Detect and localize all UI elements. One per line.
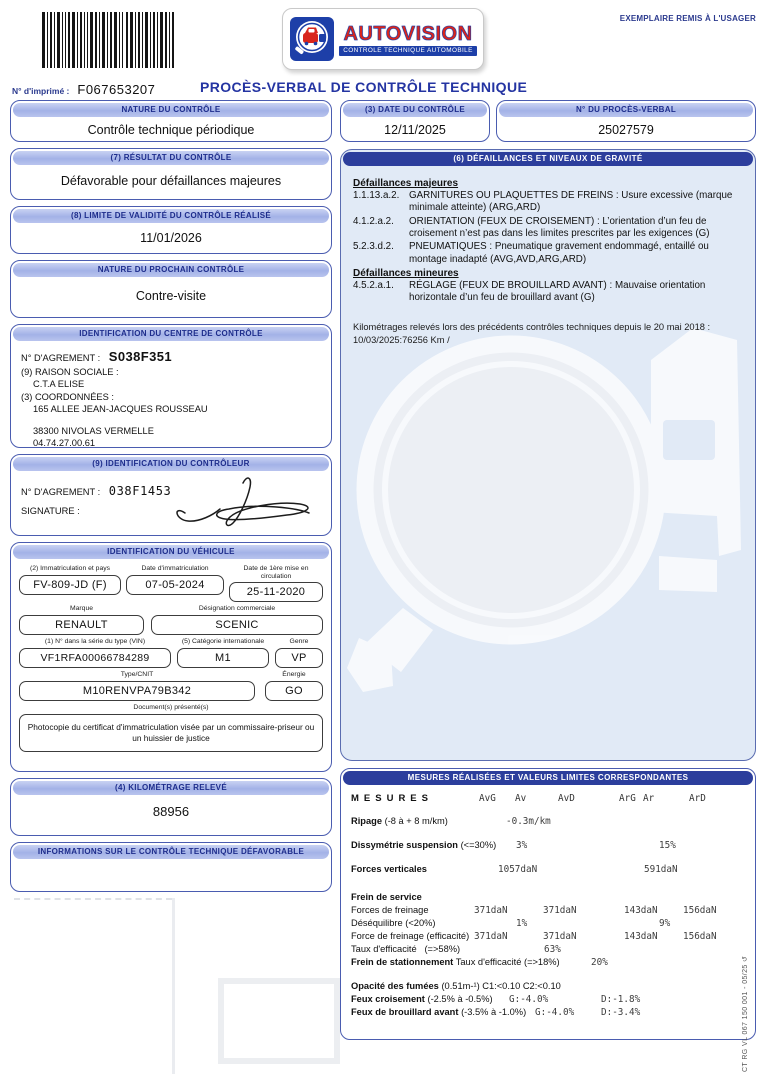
centre-agrement-label: N° D'AGREMENT : [21,353,101,363]
defect-item [353,280,743,305]
field-label: Date de 1ère mise en circulation [243,565,309,580]
measure-row-frein-stationnement: Frein de stationnement Taux d'efficacité (=>18%) 20% [351,957,608,968]
measures-table [341,787,755,1026]
section-prochain-controle [10,260,332,318]
defect-code: 5.2.3.d.2. [353,241,394,253]
defect-text: PNEUMATIQUES : Pneumatique gravement endommagé, entaillé ou montage inadapté (AVG,AVD,ARG,ARD) [409,241,709,265]
section-vehicule [10,542,332,772]
section-controleur [10,454,332,536]
defect-code: 4.5.2.a.1. [353,280,394,292]
section-header: (3) DATE DU CONTRÔLE [343,103,487,117]
defaillances-majeures-title: Défaillances majeures [353,178,459,189]
magnifier-car-watermark-icon [341,300,756,750]
raison-sociale-label: (9) RAISON SOCIALE : [21,366,119,377]
vin-value: VF1RFA00066784289 [19,648,171,668]
centre-address-line1: 165 ALLEE JEAN-JACQUES ROUSSEAU [33,404,208,415]
autovision-logo [282,8,484,70]
section-header: (8) LIMITE DE VALIDITÉ DU CONTRÔLE RÉALISÉ [13,209,329,223]
section-header: (9) IDENTIFICATION DU CONTRÔLEUR [13,457,329,471]
print-number-label: N° d'imprimé : [12,86,70,96]
field-label: (1) N° dans la série du type (VIN) [44,637,146,645]
signature-label: SIGNATURE : [21,505,80,516]
measure-row-dissymetrie: Dissymétrie suspension (<=30%) 3% 15% [351,840,676,851]
genre-value: VP [275,648,323,668]
section-resultat-controle [10,148,332,200]
measure-row-forces-verticales: Forces verticales 1057daN 591daN [351,864,678,875]
measures-column-header-row: MESURES AvG Av AvD ArG Ar ArD [351,793,706,804]
limite-validite-value: 11/01/2026 [140,231,202,245]
measure-row-opacite: Opacité des fumées (0.51m-¹) C1:<0.10 C2:<0.10 [351,981,561,991]
scan-artifact [172,898,175,1074]
section-header: NATURE DU CONTRÔLE [13,103,329,117]
controleur-agrement-value: 038F1453 [108,484,172,498]
field-label: Date d'immatriculation [141,565,209,572]
kilometrage-value: 88956 [152,803,190,819]
categorie-internationale-value: M1 [177,648,269,668]
nature-controle-value: Contrôle technique périodique [87,123,255,137]
section-header: (7) RÉSULTAT DU CONTRÔLE [13,151,329,165]
print-number-value: F067653207 [77,82,156,97]
field-label: Énergie [282,670,306,678]
section-centre-controle [10,324,332,448]
defect-item [353,216,743,241]
field-label: Marque [69,604,94,612]
section-infos-defavorable [10,842,332,892]
section-numero-pv [496,100,756,142]
section-header: IDENTIFICATION DU VÉHICULE [13,545,329,559]
measure-row-ripage: Ripage (-8 à + 8 m/km) -0.3m/km [351,816,551,827]
prochain-controle-value: Contre-visite [135,289,207,303]
marque-value: RENAULT [19,615,144,635]
documents-presentes-value: Photocopie du certificat d'immatriculation visée par un commissaire-priseur ou un huissier de justice [19,714,323,752]
defect-item [353,241,743,266]
date-immatriculation-value: 07-05-2024 [126,575,224,595]
measure-row-taux-efficacite: Taux d'efficacité (=>58%) 63% [351,944,561,955]
defect-text: GARNITURES OU PLAQUETTES DE FREINS : Usure excessive (marque minimale atteinte) (ARG,ARD) [409,190,733,214]
autovision-logo-icon [289,15,335,63]
right-column [340,100,756,1046]
energie-value: GO [265,681,323,701]
centre-address-line2: 38300 NIVOLAS VERMELLE [33,425,154,436]
defect-text: ORIENTATION (FEUX DE CROISEMENT) : L’orientation d’un feu de croisement n’est pas dans les limites prescrites par les exigences (G) [409,215,710,240]
form-reference-code: CT RG VL 067 150 001 - 05/25 ↺ [742,955,749,1072]
section-header: (4) KILOMÉTRAGE RELEVÉ [13,781,329,795]
numero-pv-value: 25027579 [598,123,654,137]
date-controle-value: 12/11/2025 [384,123,446,137]
section-header: (6) DÉFAILLANCES ET NIVEAUX DE GRAVITÉ [343,152,753,166]
section-defaillances [340,149,756,761]
scan-artifact [14,898,172,900]
field-label: (2) Immatriculation et pays [29,565,111,572]
print-number [12,82,155,97]
copy-recipient-label: EXEMPLAIRE REMIS À L'USAGER [619,14,756,23]
document-title: PROCÈS-VERBAL DE CONTRÔLE TECHNIQUE [200,79,528,95]
measure-group-frein-service: Frein de service [351,892,422,902]
measure-row-force-freinage-efficacite: Force de freinage (efficacité) 371daN 371daN 143daN 156daN [351,931,717,942]
logo-tagline: CONTROLE TECHNIQUE AUTOMOBILE [339,46,477,56]
section-limite-validite [10,206,332,254]
section-mesures [340,768,756,1040]
date-premiere-circulation-value: 25-11-2020 [229,582,323,602]
type-cnit-value: M10RENVPA79B342 [19,681,255,701]
defect-code: 1.1.13.a.2. [353,190,400,201]
defect-text: RÉGLAGE (FEUX DE BROUILLARD AVANT) : Mauvaise orientation horizontale d’un feu de brouillard avant (G) [409,280,706,304]
field-label: Genre [289,637,309,645]
left-column [10,100,332,898]
section-header: N° DU PROCÈS-VERBAL [499,103,753,117]
measure-row-feux-croisement: Feux croisement (-2.5% à -0.5%) G:-4.0% D:-1.8% [351,994,641,1005]
coordonnees-label: (3) COORDONNÉES : [21,391,114,402]
centre-agrement [21,348,321,366]
field-label: Désignation commerciale [198,604,276,612]
measures-title: MESURES [351,793,433,804]
logo-wordmark: AUTOVISION [343,22,473,45]
centre-agrement-value: S038F351 [108,349,172,364]
section-header: MESURES RÉALISÉES ET VALEURS LIMITES CORRESPONDANTES [343,771,753,785]
resultat-value: Défavorable pour défaillances majeures [60,174,282,188]
section-header: INFORMATIONS SUR LE CONTRÔLE TECHNIQUE DÉFAVORABLE [13,845,329,859]
centre-phone: 04.74.27.00.61 [33,438,96,448]
defect-code: 4.1.2.a.2. [353,215,394,227]
section-nature-controle [10,100,332,142]
barcode-icon [42,12,176,68]
section-date-controle [340,100,490,142]
section-header: NATURE DU PROCHAIN CONTRÔLE [13,263,329,277]
field-label: Type/CNIT [120,670,154,678]
measure-row-feux-brouillard: Feux de brouillard avant (-3.5% à -1.0%) G:-4.0% D:-3.4% [351,1007,641,1018]
defect-item [353,190,743,215]
section-kilometrage [10,778,332,836]
scan-artifact [218,978,340,1064]
field-label: (5) Catégorie internationale [181,637,265,645]
barcode [42,12,176,73]
signature-icon [157,475,325,533]
field-label: Document(s) présenté(s) [133,703,209,711]
section-header: IDENTIFICATION DU CENTRE DE CONTRÔLE [13,327,329,341]
previous-mileage-note: Kilométrages relevés lors des précédents contrôles techniques depuis le 20 mai 2018 : 10/03/2025:76256 Km / [353,321,711,345]
defaillances-mineures-title: Défaillances mineures [353,268,459,280]
raison-sociale-value: C.T.A ELISE [33,379,85,390]
immatriculation-value: FV-809-JD (F) [19,575,121,595]
designation-commerciale-value: SCENIC [151,615,323,635]
measure-row-desequilibre: Déséquilibre (<20%) 1% 9% [351,918,671,929]
measure-row-forces-freinage: Forces de freinage 371daN 371daN 143daN 156daN [351,905,717,916]
controleur-agrement-label: N° D'AGREMENT : [21,487,101,497]
